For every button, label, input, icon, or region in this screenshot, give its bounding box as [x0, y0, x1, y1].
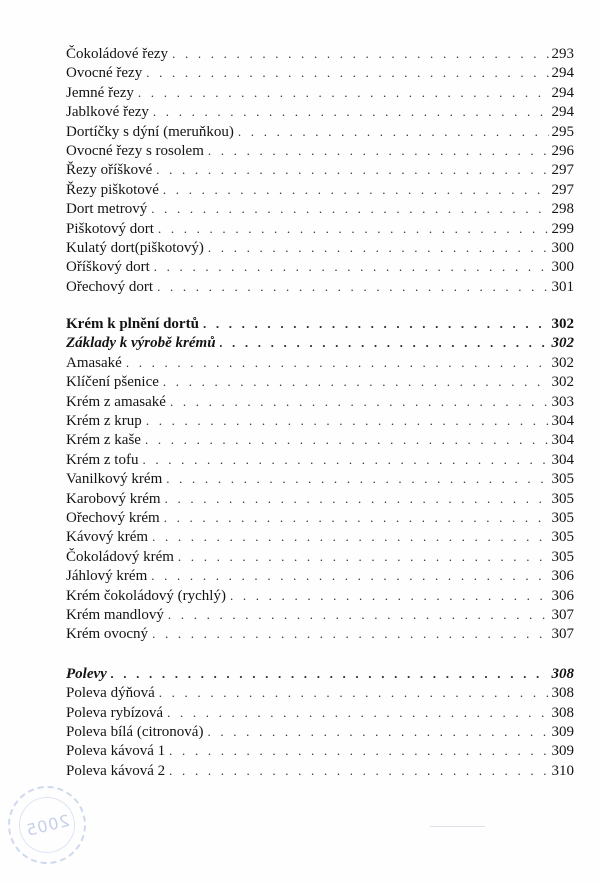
entry-title: Krém z amasaké	[66, 393, 166, 410]
entry-page-number: 304	[551, 413, 574, 430]
entry-page-number: 302	[551, 374, 574, 391]
entry-page-number: 295	[551, 123, 574, 140]
dot-leader	[163, 180, 549, 199]
entry-title: Poleva dýňová	[66, 685, 155, 702]
dot-leader	[154, 257, 549, 276]
section-subheading	[66, 333, 574, 352]
dot-leader	[138, 83, 549, 102]
entry-title: Krém ovocný	[66, 626, 149, 643]
stamp-text: 2005	[23, 810, 71, 840]
entry-page-number: 301	[551, 278, 574, 295]
entry-page-number: 300	[551, 259, 574, 276]
entry-title: Krém čokoládový (rychlý)	[66, 587, 226, 604]
entry-page-number: 305	[551, 548, 574, 565]
dot-leader	[169, 741, 548, 760]
entry-title: Krém z krup	[66, 413, 142, 430]
entry-title: Vanilkový krém	[66, 471, 163, 488]
section-spacer	[66, 296, 574, 314]
toc-entry	[66, 199, 574, 218]
dot-leader	[166, 469, 548, 488]
toc-entry	[66, 411, 574, 430]
scan-smudge	[430, 826, 485, 827]
entry-title: Krém z kaše	[66, 432, 141, 449]
entry-title: Dortíčky s dýní (meruňkou)	[66, 123, 234, 140]
dot-leader	[152, 624, 548, 643]
toc-entry	[66, 547, 574, 566]
toc-entry	[66, 372, 574, 391]
dot-leader	[208, 238, 549, 257]
dot-leader	[163, 372, 549, 391]
entry-title: Karobový krém	[66, 490, 161, 507]
entry-page-number: 304	[551, 432, 574, 449]
entry-title: Poleva kávová 2	[66, 762, 166, 779]
entry-page-number: 298	[551, 201, 574, 218]
entry-page-number: 299	[551, 220, 574, 237]
toc-entry	[66, 508, 574, 527]
dot-leader	[172, 44, 548, 63]
section-heading-title: Krém k plnění dortů	[66, 316, 199, 333]
toc-entry	[66, 219, 574, 238]
dot-leader	[207, 722, 548, 741]
dot-leader	[111, 664, 549, 683]
entry-title: Krém mandlový	[66, 606, 164, 623]
entry-title: Ovocné řezy	[66, 65, 143, 82]
toc-entry	[66, 160, 574, 179]
entry-title: Oříškový dort	[66, 259, 150, 276]
toc-entry	[66, 703, 574, 722]
dot-leader	[159, 683, 549, 702]
library-stamp	[0, 778, 94, 873]
table-of-contents	[66, 44, 574, 780]
toc-entry	[66, 180, 574, 199]
toc-entry	[66, 624, 574, 643]
toc-entry	[66, 102, 574, 121]
entry-title: Ořechový krém	[66, 509, 160, 526]
toc-entry	[66, 44, 574, 63]
toc-entry	[66, 63, 574, 82]
toc-entry	[66, 741, 574, 760]
section-subheading-title: Základy k výrobě krémů	[66, 335, 216, 352]
entry-page-number: 309	[551, 723, 574, 740]
entry-title: Jablkové řezy	[66, 104, 149, 121]
entry-title: Jemné řezy	[66, 84, 134, 101]
entry-page-number: 296	[551, 142, 574, 159]
entry-title: Ovocné řezy s rosolem	[66, 142, 204, 159]
entry-title: Čokoládové řezy	[66, 46, 169, 62]
dot-leader	[238, 122, 549, 141]
toc-entry	[66, 122, 574, 141]
toc-entry	[66, 353, 574, 372]
dot-leader	[230, 586, 549, 605]
dot-leader	[157, 277, 548, 296]
toc-entry	[66, 392, 574, 411]
toc-entry	[66, 83, 574, 102]
toc-entry	[66, 722, 574, 741]
entry-page-number: 300	[551, 239, 574, 256]
dot-leader	[167, 703, 548, 722]
dot-leader	[146, 411, 549, 430]
entry-title: Krém z tofu	[66, 451, 139, 468]
dot-leader	[169, 761, 548, 780]
entry-page-number: 307	[551, 626, 574, 643]
toc-entry	[66, 566, 574, 585]
entry-title: Amasaké	[66, 354, 122, 371]
entry-page-number: 306	[551, 568, 574, 585]
entry-title: Klíčení pšenice	[66, 374, 159, 391]
entry-page-number: 297	[551, 162, 574, 179]
dot-leader	[142, 450, 548, 469]
dot-leader	[151, 199, 548, 218]
toc-entry	[66, 430, 574, 449]
toc-entry	[66, 586, 574, 605]
section-spacer	[66, 644, 574, 664]
dot-leader	[203, 314, 549, 333]
dot-leader	[208, 141, 549, 160]
toc-entry	[66, 489, 574, 508]
entry-page-number: 294	[551, 65, 574, 82]
entry-title: Poleva bílá (citronová)	[66, 723, 204, 740]
entry-page-number: 305	[551, 471, 574, 488]
dot-leader	[156, 160, 548, 179]
entry-page-number: 308	[551, 685, 574, 702]
entry-title: Řezy oříškové	[66, 162, 153, 179]
entry-page-number: 294	[551, 104, 574, 121]
entry-page-number: 294	[551, 84, 574, 101]
toc-entry	[66, 683, 574, 702]
toc-entry	[66, 238, 574, 257]
dot-leader	[146, 63, 548, 82]
entry-page-number: 305	[551, 529, 574, 546]
section-subheading-page: 302	[551, 335, 574, 352]
dot-leader	[126, 353, 549, 372]
toc-entry	[66, 277, 574, 296]
dot-leader	[164, 508, 549, 527]
section-subheading	[66, 664, 574, 683]
entry-title: Dort metrový	[66, 201, 148, 218]
toc-entry	[66, 257, 574, 276]
entry-title: Poleva kávová 1	[66, 743, 166, 760]
toc-entry	[66, 469, 574, 488]
dot-leader	[151, 566, 548, 585]
entry-page-number: 304	[551, 451, 574, 468]
toc-entry	[66, 450, 574, 469]
section-heading	[66, 314, 574, 333]
entry-page-number: 305	[551, 509, 574, 526]
dot-leader	[152, 527, 548, 546]
entry-page-number: 297	[551, 181, 574, 198]
entry-page-number: 303	[551, 393, 574, 410]
dot-leader	[158, 219, 549, 238]
entry-title: Kulatý dort(piškotový)	[66, 239, 204, 256]
dot-leader	[168, 605, 549, 624]
section-subheading-page: 308	[551, 665, 574, 682]
dot-leader	[178, 547, 549, 566]
toc-entry	[66, 141, 574, 160]
entry-title: Ořechový dort	[66, 278, 154, 295]
dot-leader	[153, 102, 549, 121]
entry-page-number: 305	[551, 490, 574, 507]
toc-entry	[66, 605, 574, 624]
entry-title: Jáhlový krém	[66, 568, 148, 585]
entry-page-number: 293	[551, 46, 574, 62]
section-heading-page: 302	[551, 316, 574, 333]
entry-page-number: 302	[551, 354, 574, 371]
dot-leader	[145, 430, 549, 449]
entry-page-number: 310	[551, 762, 574, 779]
toc-entry	[66, 761, 574, 780]
toc-entry	[66, 527, 574, 546]
entry-title: Čokoládový krém	[66, 548, 174, 565]
dot-leader	[165, 489, 549, 508]
entry-title: Poleva rybízová	[66, 704, 164, 721]
dot-leader	[170, 392, 549, 411]
entry-title: Piškotový dort	[66, 220, 154, 237]
entry-page-number: 306	[551, 587, 574, 604]
entry-page-number: 308	[551, 704, 574, 721]
section-subheading-title: Polevy	[66, 665, 107, 682]
entry-page-number: 307	[551, 606, 574, 623]
entry-page-number: 309	[551, 743, 574, 760]
dot-leader	[220, 333, 549, 352]
entry-title: Kávový krém	[66, 529, 149, 546]
entry-title: Řezy piškotové	[66, 181, 159, 198]
